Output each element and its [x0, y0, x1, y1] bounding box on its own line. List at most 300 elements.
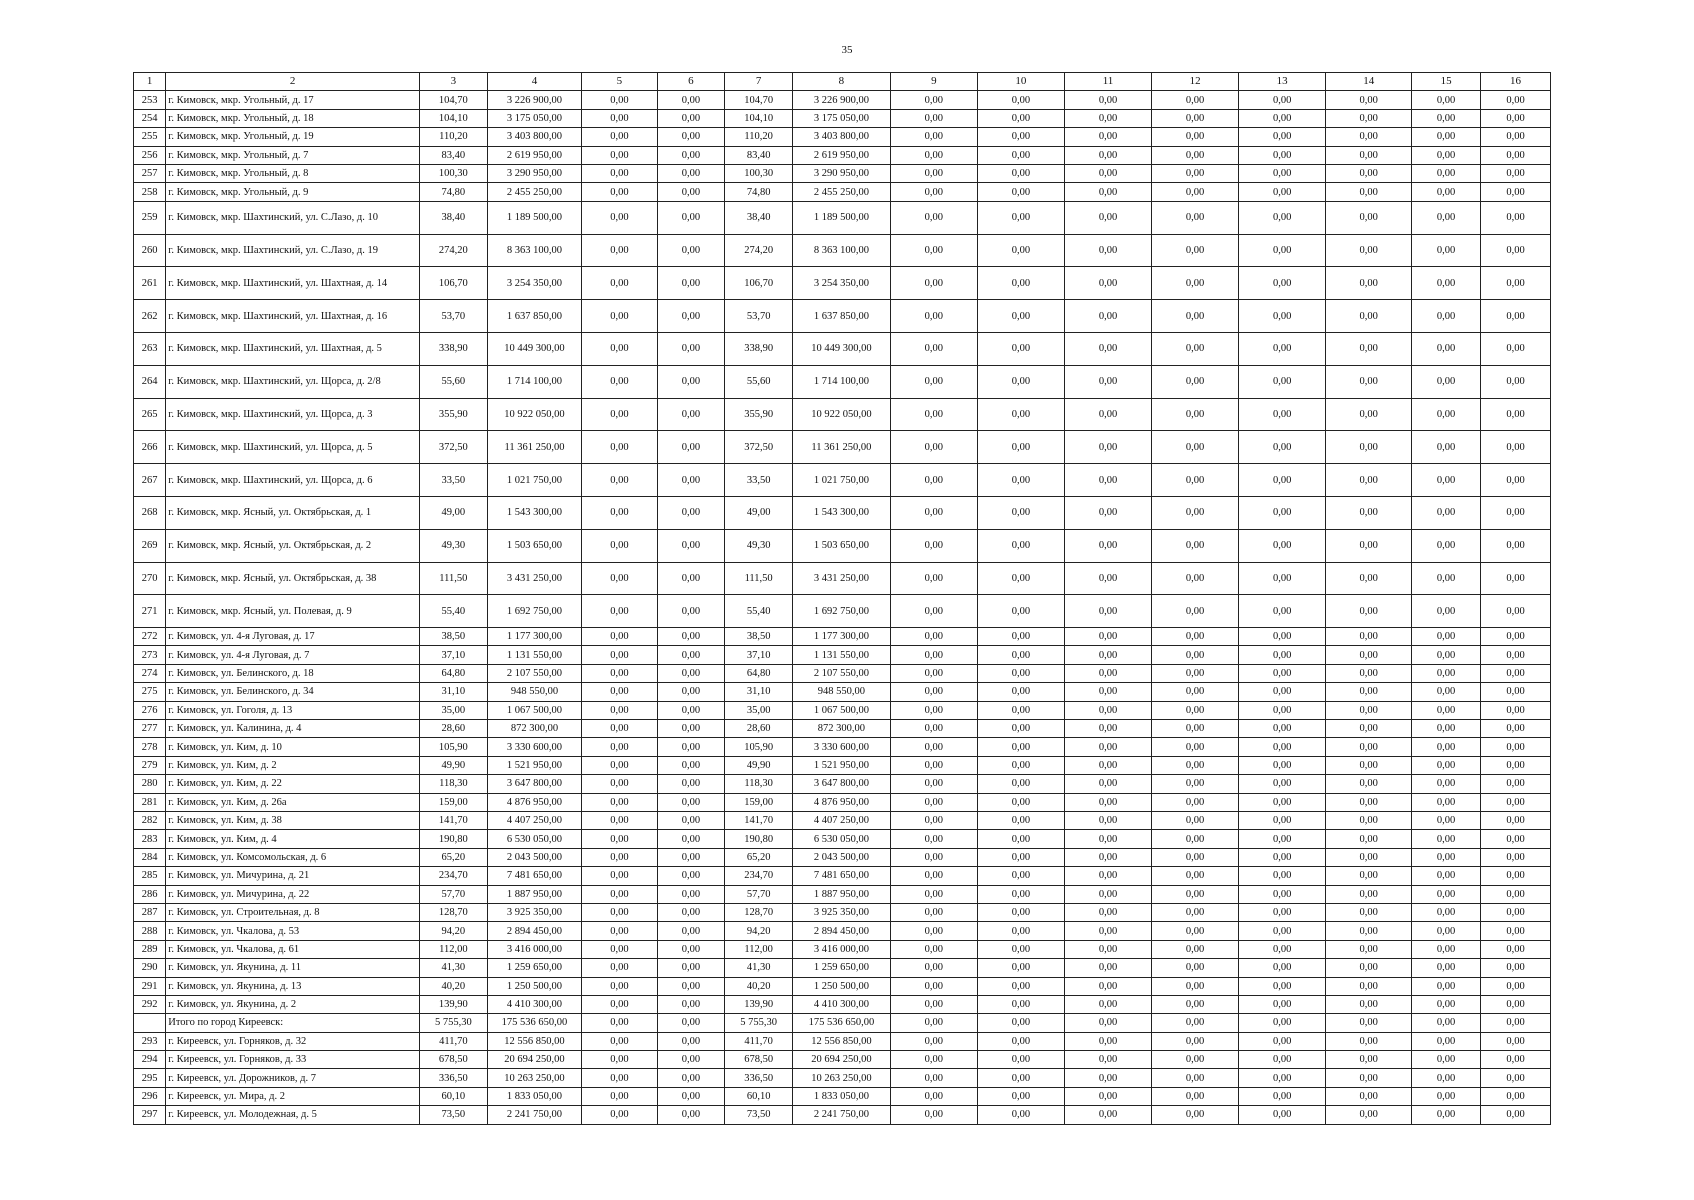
- row-col5: 0,00: [582, 464, 657, 497]
- row-col9: 0,00: [890, 128, 977, 146]
- row-col16: 0,00: [1481, 1069, 1551, 1087]
- row-col8-cost: 10 922 050,00: [792, 398, 890, 431]
- row-area: 141,70: [419, 812, 487, 830]
- table-row: [134, 848, 1551, 866]
- row-col6: 0,00: [657, 848, 725, 866]
- row-col15: 0,00: [1412, 365, 1481, 398]
- row-col15: 0,00: [1412, 128, 1481, 146]
- row-col12: 0,00: [1152, 464, 1239, 497]
- table-row: [134, 830, 1551, 848]
- row-col5: 0,00: [582, 1106, 657, 1124]
- row-col10: 0,00: [977, 1014, 1064, 1032]
- row-cost: 1 131 550,00: [487, 646, 582, 664]
- row-col7-area: 55,40: [725, 595, 793, 628]
- row-col11: 0,00: [1064, 922, 1151, 940]
- row-col15: 0,00: [1412, 922, 1481, 940]
- row-col14: 0,00: [1326, 398, 1412, 431]
- row-address: г. Киреевск, ул. Горняков, д. 33: [166, 1051, 420, 1069]
- row-col10: 0,00: [977, 885, 1064, 903]
- row-address: г. Кимовск, ул. Строительная, д. 8: [166, 903, 420, 921]
- row-col14: 0,00: [1326, 146, 1412, 164]
- row-col9: 0,00: [890, 812, 977, 830]
- row-col6: 0,00: [657, 595, 725, 628]
- row-col15: 0,00: [1412, 793, 1481, 811]
- row-col11: 0,00: [1064, 793, 1151, 811]
- row-address: г. Кимовск, ул. Комсомольская, д. 6: [166, 848, 420, 866]
- row-col13: 0,00: [1239, 464, 1326, 497]
- row-number: 262: [134, 300, 166, 333]
- row-col12: 0,00: [1152, 664, 1239, 682]
- row-col5: 0,00: [582, 885, 657, 903]
- row-col11: 0,00: [1064, 885, 1151, 903]
- row-col8-cost: 3 416 000,00: [792, 940, 890, 958]
- row-col15: 0,00: [1412, 867, 1481, 885]
- row-col8-cost: 3 290 950,00: [792, 164, 890, 182]
- row-col9: 0,00: [890, 595, 977, 628]
- column-header: 2: [166, 73, 420, 91]
- row-col6: 0,00: [657, 793, 725, 811]
- row-col8-cost: 6 530 050,00: [792, 830, 890, 848]
- row-col11: 0,00: [1064, 464, 1151, 497]
- row-col13: 0,00: [1239, 940, 1326, 958]
- row-col7-area: 336,50: [725, 1069, 793, 1087]
- row-cost: 872 300,00: [487, 720, 582, 738]
- row-col10: 0,00: [977, 398, 1064, 431]
- row-col11: 0,00: [1064, 867, 1151, 885]
- row-col16: 0,00: [1481, 867, 1551, 885]
- row-address: г. Кимовск, мкр. Ясный, ул. Полевая, д. 9: [166, 595, 420, 628]
- row-col13: 0,00: [1239, 496, 1326, 529]
- row-col6: 0,00: [657, 756, 725, 774]
- table-row: [134, 146, 1551, 164]
- row-col14: 0,00: [1326, 183, 1412, 201]
- row-col6: 0,00: [657, 775, 725, 793]
- table-row: [134, 885, 1551, 903]
- row-col6: 0,00: [657, 398, 725, 431]
- row-col16: 0,00: [1481, 885, 1551, 903]
- row-number: 255: [134, 128, 166, 146]
- row-col15: 0,00: [1412, 332, 1481, 365]
- row-col16: 0,00: [1481, 496, 1551, 529]
- row-col9: 0,00: [890, 646, 977, 664]
- row-col16: 0,00: [1481, 628, 1551, 646]
- row-col6: 0,00: [657, 109, 725, 127]
- row-number: 268: [134, 496, 166, 529]
- table-row: [134, 431, 1551, 464]
- row-col13: 0,00: [1239, 628, 1326, 646]
- row-col9: 0,00: [890, 738, 977, 756]
- row-cost: 3 330 600,00: [487, 738, 582, 756]
- row-area: 57,70: [419, 885, 487, 903]
- row-col6: 0,00: [657, 1014, 725, 1032]
- row-col7-area: 60,10: [725, 1087, 793, 1105]
- row-col14: 0,00: [1326, 562, 1412, 595]
- row-col5: 0,00: [582, 164, 657, 182]
- row-cost: 4 407 250,00: [487, 812, 582, 830]
- row-area: 110,20: [419, 128, 487, 146]
- table-row: [134, 701, 1551, 719]
- row-number: 286: [134, 885, 166, 903]
- row-col8-cost: 1 250 500,00: [792, 977, 890, 995]
- row-col9: 0,00: [890, 234, 977, 267]
- row-col11: 0,00: [1064, 431, 1151, 464]
- row-col7-area: 49,00: [725, 496, 793, 529]
- row-col14: 0,00: [1326, 529, 1412, 562]
- row-cost: 1 521 950,00: [487, 756, 582, 774]
- row-col15: 0,00: [1412, 885, 1481, 903]
- row-col12: 0,00: [1152, 365, 1239, 398]
- row-col11: 0,00: [1064, 332, 1151, 365]
- row-area: 678,50: [419, 1051, 487, 1069]
- row-col7-area: 53,70: [725, 300, 793, 333]
- row-col9: 0,00: [890, 496, 977, 529]
- row-col5: 0,00: [582, 977, 657, 995]
- row-col11: 0,00: [1064, 1014, 1151, 1032]
- row-col12: 0,00: [1152, 720, 1239, 738]
- row-col9: 0,00: [890, 720, 977, 738]
- row-col9: 0,00: [890, 398, 977, 431]
- row-col16: 0,00: [1481, 940, 1551, 958]
- row-col16: 0,00: [1481, 1087, 1551, 1105]
- row-col9: 0,00: [890, 922, 977, 940]
- row-col13: 0,00: [1239, 109, 1326, 127]
- row-col8-cost: 1 833 050,00: [792, 1087, 890, 1105]
- row-area: 55,40: [419, 595, 487, 628]
- row-cost: 2 241 750,00: [487, 1106, 582, 1124]
- row-col7-area: 41,30: [725, 959, 793, 977]
- row-col13: 0,00: [1239, 365, 1326, 398]
- row-col16: 0,00: [1481, 201, 1551, 234]
- table-row: [134, 628, 1551, 646]
- row-col6: 0,00: [657, 267, 725, 300]
- row-address: г. Кимовск, мкр. Шахтинский, ул. Шахтная, д. 16: [166, 300, 420, 333]
- row-col13: 0,00: [1239, 529, 1326, 562]
- table-row: [134, 683, 1551, 701]
- row-col10: 0,00: [977, 995, 1064, 1013]
- row-col10: 0,00: [977, 464, 1064, 497]
- row-col5: 0,00: [582, 128, 657, 146]
- row-area: 104,10: [419, 109, 487, 127]
- row-address: г. Кимовск, ул. Гоголя, д. 13: [166, 701, 420, 719]
- row-col15: 0,00: [1412, 431, 1481, 464]
- row-col12: 0,00: [1152, 793, 1239, 811]
- row-col16: 0,00: [1481, 183, 1551, 201]
- row-address: Итого по город Киреевск:: [166, 1014, 420, 1032]
- row-cost: 1 503 650,00: [487, 529, 582, 562]
- row-col5: 0,00: [582, 562, 657, 595]
- row-col9: 0,00: [890, 109, 977, 127]
- row-col15: 0,00: [1412, 300, 1481, 333]
- row-col5: 0,00: [582, 332, 657, 365]
- row-col6: 0,00: [657, 701, 725, 719]
- row-col12: 0,00: [1152, 183, 1239, 201]
- row-col7-area: 31,10: [725, 683, 793, 701]
- row-col16: 0,00: [1481, 830, 1551, 848]
- column-header: 15: [1412, 73, 1481, 91]
- row-col11: 0,00: [1064, 398, 1151, 431]
- row-cost: 1 250 500,00: [487, 977, 582, 995]
- row-col9: 0,00: [890, 365, 977, 398]
- table-row: [134, 1069, 1551, 1087]
- row-area: 139,90: [419, 995, 487, 1013]
- row-col7-area: 112,00: [725, 940, 793, 958]
- row-col13: 0,00: [1239, 234, 1326, 267]
- row-col10: 0,00: [977, 977, 1064, 995]
- row-col7-area: 28,60: [725, 720, 793, 738]
- row-col13: 0,00: [1239, 562, 1326, 595]
- row-cost: 2 043 500,00: [487, 848, 582, 866]
- row-col16: 0,00: [1481, 995, 1551, 1013]
- row-col14: 0,00: [1326, 995, 1412, 1013]
- row-col5: 0,00: [582, 628, 657, 646]
- row-col8-cost: 1 637 850,00: [792, 300, 890, 333]
- row-number: 273: [134, 646, 166, 664]
- row-col16: 0,00: [1481, 464, 1551, 497]
- row-col9: 0,00: [890, 300, 977, 333]
- row-col12: 0,00: [1152, 940, 1239, 958]
- row-col10: 0,00: [977, 562, 1064, 595]
- row-col10: 0,00: [977, 109, 1064, 127]
- row-col9: 0,00: [890, 431, 977, 464]
- row-col13: 0,00: [1239, 1014, 1326, 1032]
- row-cost: 1 259 650,00: [487, 959, 582, 977]
- row-col9: 0,00: [890, 91, 977, 109]
- row-col8-cost: 4 876 950,00: [792, 793, 890, 811]
- row-col7-area: 104,70: [725, 91, 793, 109]
- row-col7-area: 139,90: [725, 995, 793, 1013]
- table-row: [134, 1087, 1551, 1105]
- row-col16: 0,00: [1481, 812, 1551, 830]
- row-col12: 0,00: [1152, 91, 1239, 109]
- row-col16: 0,00: [1481, 128, 1551, 146]
- row-cost: 1 833 050,00: [487, 1087, 582, 1105]
- row-col11: 0,00: [1064, 1032, 1151, 1050]
- row-address: г. Кимовск, ул. Якунина, д. 13: [166, 977, 420, 995]
- row-col11: 0,00: [1064, 848, 1151, 866]
- table-row: [134, 903, 1551, 921]
- row-col14: 0,00: [1326, 775, 1412, 793]
- row-number: 278: [134, 738, 166, 756]
- row-address: г. Кимовск, мкр. Шахтинский, ул. Щорса, д. 2/8: [166, 365, 420, 398]
- row-col14: 0,00: [1326, 977, 1412, 995]
- row-col6: 0,00: [657, 128, 725, 146]
- row-address: г. Кимовск, мкр. Шахтинский, ул. С.Лазо, д. 19: [166, 234, 420, 267]
- row-col16: 0,00: [1481, 922, 1551, 940]
- row-area: 74,80: [419, 183, 487, 201]
- table-row: [134, 995, 1551, 1013]
- row-cost: 1 637 850,00: [487, 300, 582, 333]
- row-col12: 0,00: [1152, 812, 1239, 830]
- row-col14: 0,00: [1326, 701, 1412, 719]
- column-header: 12: [1152, 73, 1239, 91]
- row-address: г. Кимовск, мкр. Угольный, д. 9: [166, 183, 420, 201]
- row-number: 296: [134, 1087, 166, 1105]
- row-number: 266: [134, 431, 166, 464]
- row-col5: 0,00: [582, 234, 657, 267]
- row-number: 257: [134, 164, 166, 182]
- row-area: 372,50: [419, 431, 487, 464]
- row-address: г. Кимовск, мкр. Угольный, д. 18: [166, 109, 420, 127]
- row-col13: 0,00: [1239, 812, 1326, 830]
- table-row: [134, 183, 1551, 201]
- table-row: [134, 1032, 1551, 1050]
- row-col9: 0,00: [890, 977, 977, 995]
- row-col16: 0,00: [1481, 959, 1551, 977]
- row-address: г. Кимовск, ул. Мичурина, д. 21: [166, 867, 420, 885]
- row-area: 411,70: [419, 1032, 487, 1050]
- column-header: 8: [792, 73, 890, 91]
- row-number: 270: [134, 562, 166, 595]
- row-col13: 0,00: [1239, 720, 1326, 738]
- row-number: 287: [134, 903, 166, 921]
- row-col7-area: 64,80: [725, 664, 793, 682]
- row-col5: 0,00: [582, 365, 657, 398]
- row-area: 49,00: [419, 496, 487, 529]
- row-area: 336,50: [419, 1069, 487, 1087]
- row-col12: 0,00: [1152, 848, 1239, 866]
- row-cost: 175 536 650,00: [487, 1014, 582, 1032]
- table-row: [134, 562, 1551, 595]
- row-col14: 0,00: [1326, 664, 1412, 682]
- row-col11: 0,00: [1064, 164, 1151, 182]
- row-number: 271: [134, 595, 166, 628]
- row-col16: 0,00: [1481, 562, 1551, 595]
- row-col12: 0,00: [1152, 109, 1239, 127]
- row-col13: 0,00: [1239, 183, 1326, 201]
- row-col10: 0,00: [977, 756, 1064, 774]
- table-row: [134, 756, 1551, 774]
- row-col14: 0,00: [1326, 830, 1412, 848]
- row-cost: 3 290 950,00: [487, 164, 582, 182]
- row-area: 106,70: [419, 267, 487, 300]
- row-area: 31,10: [419, 683, 487, 701]
- row-address: г. Кимовск, ул. Ким, д. 4: [166, 830, 420, 848]
- row-col6: 0,00: [657, 903, 725, 921]
- row-address: г. Кимовск, мкр. Угольный, д. 8: [166, 164, 420, 182]
- table-row: [134, 738, 1551, 756]
- row-col8-cost: 7 481 650,00: [792, 867, 890, 885]
- row-col14: 0,00: [1326, 464, 1412, 497]
- row-col14: 0,00: [1326, 431, 1412, 464]
- row-address: г. Кимовск, мкр. Шахтинский, ул. Шахтная, д. 14: [166, 267, 420, 300]
- row-col9: 0,00: [890, 1069, 977, 1087]
- row-col7-area: 37,10: [725, 646, 793, 664]
- row-col5: 0,00: [582, 267, 657, 300]
- row-col6: 0,00: [657, 91, 725, 109]
- row-col12: 0,00: [1152, 595, 1239, 628]
- row-col15: 0,00: [1412, 1087, 1481, 1105]
- row-col15: 0,00: [1412, 201, 1481, 234]
- row-col5: 0,00: [582, 1032, 657, 1050]
- row-col9: 0,00: [890, 867, 977, 885]
- row-cost: 1 021 750,00: [487, 464, 582, 497]
- table-row: [134, 398, 1551, 431]
- table-row: [134, 793, 1551, 811]
- row-col11: 0,00: [1064, 738, 1151, 756]
- row-col14: 0,00: [1326, 646, 1412, 664]
- row-number: 275: [134, 683, 166, 701]
- row-address: г. Киреевск, ул. Мира, д. 2: [166, 1087, 420, 1105]
- row-col13: 0,00: [1239, 1087, 1326, 1105]
- row-col13: 0,00: [1239, 959, 1326, 977]
- row-col11: 0,00: [1064, 903, 1151, 921]
- row-number: 258: [134, 183, 166, 201]
- row-col16: 0,00: [1481, 398, 1551, 431]
- row-col16: 0,00: [1481, 903, 1551, 921]
- row-col7-area: 355,90: [725, 398, 793, 431]
- row-area: 38,50: [419, 628, 487, 646]
- table-row: [134, 464, 1551, 497]
- row-col13: 0,00: [1239, 1069, 1326, 1087]
- column-header: 16: [1481, 73, 1551, 91]
- table-row: [134, 664, 1551, 682]
- row-area: 5 755,30: [419, 1014, 487, 1032]
- row-col8-cost: 3 403 800,00: [792, 128, 890, 146]
- row-col8-cost: 1 131 550,00: [792, 646, 890, 664]
- row-area: 37,10: [419, 646, 487, 664]
- table-row: [134, 1106, 1551, 1124]
- row-col10: 0,00: [977, 664, 1064, 682]
- row-col6: 0,00: [657, 300, 725, 333]
- row-col6: 0,00: [657, 922, 725, 940]
- row-number: 288: [134, 922, 166, 940]
- row-col7-area: 33,50: [725, 464, 793, 497]
- row-col9: 0,00: [890, 332, 977, 365]
- row-col15: 0,00: [1412, 1106, 1481, 1124]
- row-col13: 0,00: [1239, 91, 1326, 109]
- row-cost: 20 694 250,00: [487, 1051, 582, 1069]
- row-col15: 0,00: [1412, 756, 1481, 774]
- row-col7-area: 110,20: [725, 128, 793, 146]
- row-col10: 0,00: [977, 365, 1064, 398]
- row-col15: 0,00: [1412, 1051, 1481, 1069]
- row-col14: 0,00: [1326, 756, 1412, 774]
- row-col11: 0,00: [1064, 977, 1151, 995]
- row-col8-cost: 4 407 250,00: [792, 812, 890, 830]
- row-number: 261: [134, 267, 166, 300]
- column-header: 7: [725, 73, 793, 91]
- row-col9: 0,00: [890, 529, 977, 562]
- row-address: г. Кимовск, ул. 4-я Луговая, д. 17: [166, 628, 420, 646]
- row-col8-cost: 8 363 100,00: [792, 234, 890, 267]
- table-row: [134, 720, 1551, 738]
- row-col10: 0,00: [977, 496, 1064, 529]
- row-col8-cost: 4 410 300,00: [792, 995, 890, 1013]
- row-col6: 0,00: [657, 1069, 725, 1087]
- row-area: 128,70: [419, 903, 487, 921]
- row-col14: 0,00: [1326, 267, 1412, 300]
- row-area: 274,20: [419, 234, 487, 267]
- row-col11: 0,00: [1064, 267, 1151, 300]
- row-col5: 0,00: [582, 793, 657, 811]
- row-number: 259: [134, 201, 166, 234]
- row-col8-cost: 2 894 450,00: [792, 922, 890, 940]
- row-col14: 0,00: [1326, 738, 1412, 756]
- row-col10: 0,00: [977, 146, 1064, 164]
- row-col11: 0,00: [1064, 756, 1151, 774]
- row-col7-area: 128,70: [725, 903, 793, 921]
- row-col5: 0,00: [582, 867, 657, 885]
- row-col12: 0,00: [1152, 683, 1239, 701]
- row-address: г. Киреевск, ул. Горняков, д. 32: [166, 1032, 420, 1050]
- row-col9: 0,00: [890, 683, 977, 701]
- row-col6: 0,00: [657, 628, 725, 646]
- row-col13: 0,00: [1239, 867, 1326, 885]
- row-col14: 0,00: [1326, 1106, 1412, 1124]
- row-col16: 0,00: [1481, 146, 1551, 164]
- row-col13: 0,00: [1239, 1106, 1326, 1124]
- row-area: 55,60: [419, 365, 487, 398]
